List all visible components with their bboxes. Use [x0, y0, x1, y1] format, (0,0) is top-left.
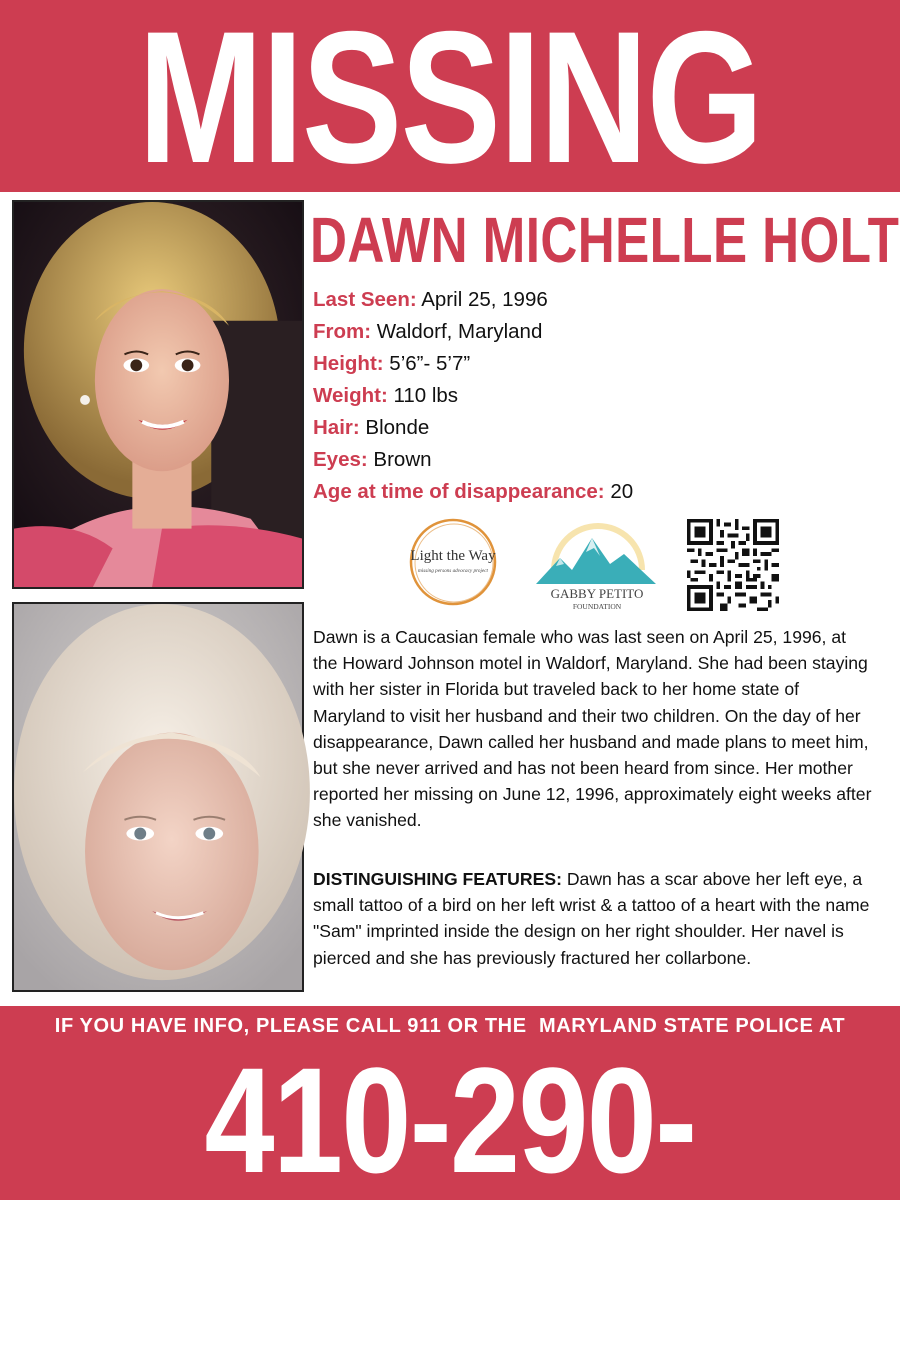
- fact-age: [313, 476, 893, 508]
- gabby-petito-foundation-logo: [532, 514, 662, 614]
- fact-value: Blonde: [359, 416, 430, 439]
- age-progression-photo: [12, 602, 304, 992]
- mountain-sun-icon: [532, 514, 662, 614]
- fact-value: 110 lbs: [387, 384, 459, 407]
- light-the-way-title: Light the Way: [410, 548, 496, 564]
- fact-label: From:: [313, 320, 372, 343]
- portrait-photo: [12, 200, 304, 589]
- fact-eyes: [313, 444, 893, 476]
- fact-label: Age at time of disappearance:: [313, 480, 605, 503]
- facts-list: [313, 284, 893, 508]
- features-text: Dawn has a scar above her left eye, a small tattoo of a bird on her left wrist & a tattoo of a heart with the name "Sam" imprinted inside the design on her right shoulder. Her navel is pierced and she has previously fractured her collarbone.: [313, 869, 870, 968]
- gabby-petito-subtitle: FOUNDATION: [572, 602, 622, 611]
- fact-value: April 25, 1996: [416, 288, 548, 311]
- fact-value: 20: [604, 480, 634, 503]
- call-to-action: IF YOU HAVE INFO, PLEASE CALL 911 OR THE MARYLAND STATE POLICE AT: [54, 1015, 846, 1037]
- fact-from: [313, 316, 893, 348]
- fact-label: Eyes:: [313, 448, 368, 471]
- fact-label: Hair:: [313, 416, 360, 439]
- qr-code-graphic: [687, 519, 779, 611]
- fact-label: Last Seen:: [313, 288, 417, 311]
- fact-hair: [313, 412, 893, 444]
- light-the-way-tagline: missing persons advocacy project: [418, 568, 488, 574]
- gabby-petito-title: GABBY PETITO: [550, 586, 644, 601]
- person-name: DAWN MICHELLE HOLT: [310, 204, 900, 276]
- light-the-way-logo: [393, 514, 513, 610]
- phone-number[interactable]: 410-290-0050: [204, 1036, 696, 1364]
- fact-label: Height:: [313, 352, 384, 375]
- features-label: DISTINGUISHING FEATURES:: [313, 869, 562, 889]
- fact-label: Weight:: [313, 384, 388, 407]
- portrait-photo-image: [14, 202, 302, 587]
- fact-weight: [313, 380, 893, 412]
- distinguishing-features: [313, 866, 873, 971]
- missing-headline: MISSING: [138, 0, 762, 202]
- light-the-way-circle-icon: [393, 514, 513, 610]
- age-progression-photo-image: [14, 604, 302, 990]
- fact-last-seen: [313, 284, 893, 316]
- fact-height: [313, 348, 893, 380]
- fact-value: 5’6”- 5’7”: [383, 352, 471, 375]
- qr-code-icon[interactable]: [687, 519, 779, 611]
- fact-value: Brown: [367, 448, 432, 471]
- fact-value: Waldorf, Maryland: [371, 320, 543, 343]
- case-description: Dawn is a Caucasian female who was last seen on April 25, 1996, at the Howard Johnson motel in Waldorf, Maryland. She had been staying with her sister in Florida but traveled back to her home state of Maryland to visit her husband and their two children. On the day of her disappearance, Dawn called her husband and made plans to meet him, but she never arrived and has not been heard from since. Her mother reported her missing on June 12, 1996, approximately eight weeks after she vanished.: [313, 627, 872, 831]
